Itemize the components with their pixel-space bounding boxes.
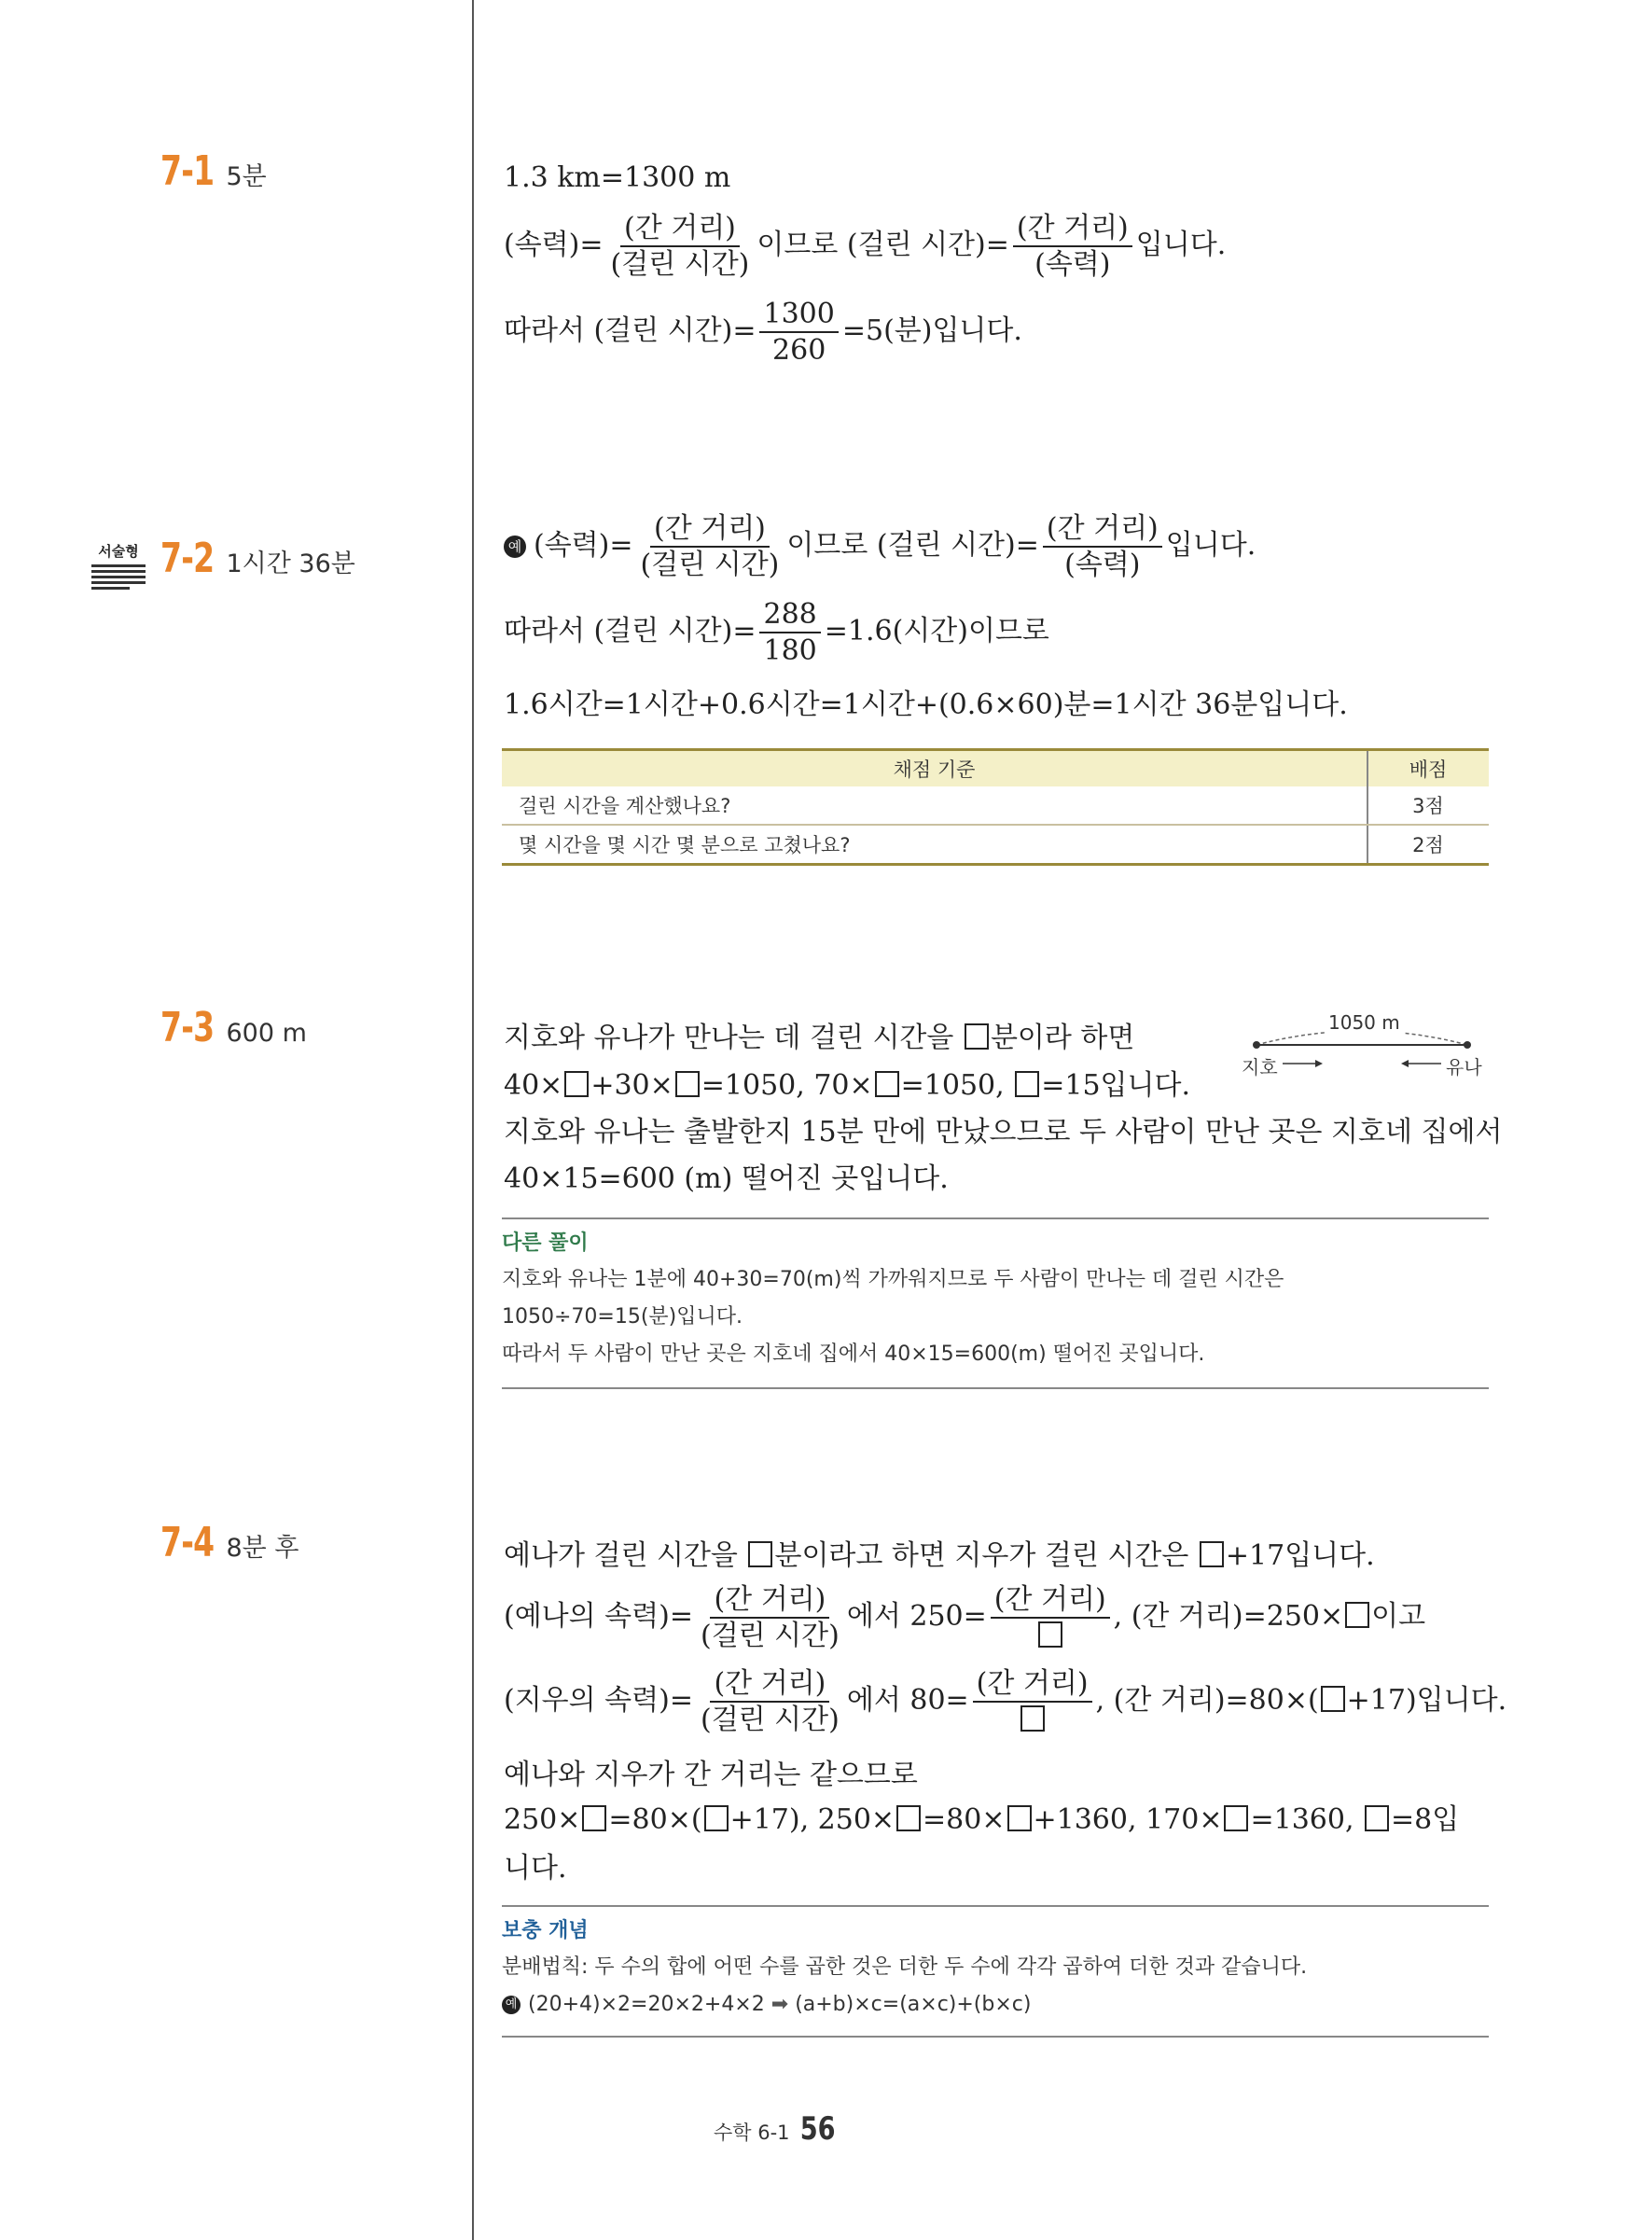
fraction: (간 거리): [991, 1584, 1110, 1651]
blank-box: [704, 1805, 729, 1831]
example-mark: 예: [504, 536, 526, 558]
sol72-line3: 1.6시간=1시간+0.6시간=1시간+(0.6×60)분=1시간 36분입니다.: [504, 689, 1348, 721]
sol72-line2: 따라서 (걸린 시간)= $\frac{288}{180}$ =1.6(시간)이므로: [504, 598, 1049, 667]
alt-line: 따라서 두 사람이 만난 곳은 지호네 집에서 40×15=600(m) 떨어진 곳입니다.: [502, 1343, 1205, 1366]
table-row: [502, 786, 1489, 825]
concept-box: [502, 1905, 1489, 2038]
fraction: $\frac{\text{(간 거리)}}{\text{(걸린 시간)}}$: [700, 1583, 840, 1652]
subject-label: 수학 6-1: [714, 2122, 790, 2144]
sol73-line2: 40× +30× =1050, 70× =1050, =15입니다.: [504, 1069, 1191, 1102]
sol74-line6: 니다.: [504, 1852, 567, 1885]
criterion-cell: 몇 시간을 몇 시간 몇 분으로 고쳤나요?: [502, 825, 1367, 865]
blank-box: [965, 1023, 989, 1050]
essay-badge: [91, 541, 146, 592]
page-number: 56: [799, 2110, 836, 2148]
blank-box: [1038, 1621, 1062, 1648]
alt-solution-title: 다른 풀이: [502, 1231, 589, 1255]
sol73-line4: 40×15=600 (m) 떨어진 곳입니다.: [504, 1162, 949, 1195]
fraction: $\frac{288}{180}$: [759, 599, 820, 666]
yuna-label: 유나: [1446, 1056, 1482, 1078]
sol71-line3: 따라서 (걸린 시간)= $\frac{1300}{260}$ =5(분)입니다.: [504, 298, 1022, 367]
sol73-line1: 지호와 유나가 만나는 데 걸린 시간을 분이라 하면: [504, 1022, 1135, 1054]
sol74-line2: (예나의 속력)= $\frac{\text{(간 거리)}}{\text{(걸린 시간)}}$ 에서 250= (간 거리) , (간 거리)=250× 이고: [504, 1583, 1426, 1652]
concept-example-line: 예 (20+4)×2=20×2+4×2 ➡ (a+b)×c=(a×c)+(b×c): [502, 1986, 1489, 2024]
problem-number: 7-1: [160, 147, 215, 195]
fraction: $\frac{\text{(간 거리)}}{\text{(걸린 시간)}}$: [640, 512, 780, 581]
example-mark: 예: [502, 1996, 521, 2014]
fraction: $\frac{\text{(간 거리)}}{\text{(속력)}}$: [1013, 213, 1132, 280]
points-cell: 3점: [1367, 786, 1489, 825]
criterion-header: 채점 기준: [502, 750, 1367, 787]
concept-line: 분배법칙: 두 수의 합에 어떤 수를 곱한 것은 더한 두 수에 각각 곱하여 더한 것과 같습니다.: [502, 1955, 1308, 1979]
problem-answer: 1시간 36분: [226, 550, 355, 578]
blank-box: [1224, 1805, 1248, 1831]
blank-box: [1365, 1805, 1389, 1831]
problem-number: 7-4: [160, 1519, 215, 1566]
sol72-line1: 예 (속력)= $\frac{\text{(간 거리)}}{\text{(걸린 시간)}}$ 이므로 (걸린 시간)= $\frac{\text{(간 거리)}}{\text{(속력)}}$ 입니다.: [504, 513, 1256, 580]
blank-box: [582, 1805, 606, 1831]
distance-diagram: [1236, 1009, 1488, 1078]
problem-7-1-label: [160, 147, 267, 195]
alt-line: 지호와 유나는 1분에 40+30=70(m)씩 가까워지므로 두 사람이 만나는 데 걸린 시간은: [502, 1268, 1284, 1291]
blank-box: [1020, 1705, 1045, 1732]
blank-box: [1007, 1805, 1032, 1831]
problem-7-4-label: [160, 1519, 298, 1566]
essay-badge-label: 서술형: [98, 543, 139, 560]
blank-box: [1321, 1686, 1345, 1712]
jiho-label: 지호: [1242, 1056, 1278, 1078]
table-header-row: [502, 750, 1489, 787]
sol73-line3: 지호와 유나는 출발한지 15분 만에 만났으므로 두 사람이 만난 곳은 지호네 집에서: [504, 1116, 1503, 1148]
sol74-line1: 예나가 걸린 시간을 분이라고 하면 지우가 걸린 시간은 +17입니다.: [504, 1539, 1375, 1572]
alt-solution-box: [502, 1217, 1489, 1389]
points-header: 배점: [1367, 750, 1489, 787]
problem-answer: 8분 후: [226, 1534, 299, 1563]
page-footer: [714, 2110, 840, 2148]
blank-box: [1015, 1071, 1039, 1097]
distance-label: 1050 m: [1325, 1011, 1404, 1034]
fraction: $\frac{\text{(간 거리)}}{\text{(걸린 시간)}}$: [610, 212, 750, 281]
blank-box: [1345, 1602, 1369, 1628]
sol74-line3: (지우의 속력)= $\frac{\text{(간 거리)}}{\text{(걸린 시간)}}$ 에서 80= (간 거리) , (간 거리)=80×( +17)입니다.: [504, 1667, 1507, 1736]
sol74-line5: 250× =80×( +17), 250× =80× +1360, 170× =1360, =8입: [504, 1803, 1460, 1836]
blank-box: [875, 1071, 899, 1097]
blank-box: [675, 1071, 700, 1097]
problem-number: 7-2: [160, 535, 215, 582]
sol71-line1: 1.3 km=1300 m: [504, 161, 731, 194]
column-divider: [472, 0, 474, 2240]
concept-title: 보충 개념: [502, 1919, 589, 1942]
fraction: (간 거리): [973, 1668, 1092, 1735]
lines-icon: [91, 564, 146, 590]
problem-number: 7-3: [160, 1004, 215, 1051]
table-row: [502, 825, 1489, 865]
alt-line: 1050÷70=15(분)입니다.: [502, 1305, 743, 1329]
problem-answer: 5분: [226, 162, 267, 191]
sol71-line2: (속력)= $\frac{\text{(간 거리)}}{\text{(걸린 시간)}}$ 이므로 (걸린 시간)= $\frac{\text{(간 거리)}}{\text{(속력)}}$ 입니다.: [504, 212, 1227, 281]
blank-box: [564, 1071, 589, 1097]
scoring-table: [502, 748, 1489, 866]
criterion-cell: 걸린 시간을 계산했나요?: [502, 786, 1367, 825]
sol74-line4: 예나와 지우가 간 거리는 같으므로: [504, 1759, 918, 1791]
fraction: $\frac{1300}{260}$: [759, 299, 838, 366]
problem-answer: 600 m: [226, 1019, 307, 1048]
problem-7-3-label: [160, 1004, 307, 1051]
fraction: $\frac{\text{(간 거리)}}{\text{(속력)}}$: [1043, 513, 1162, 580]
blank-box: [1200, 1541, 1224, 1567]
blank-box: [896, 1805, 921, 1831]
fraction: $\frac{\text{(간 거리)}}{\text{(걸린 시간)}}$: [700, 1667, 840, 1736]
arrow-icon: ➡: [770, 1993, 789, 2016]
blank-box: [748, 1541, 772, 1567]
problem-7-2-label: [160, 535, 355, 582]
points-cell: 2점: [1367, 825, 1489, 865]
